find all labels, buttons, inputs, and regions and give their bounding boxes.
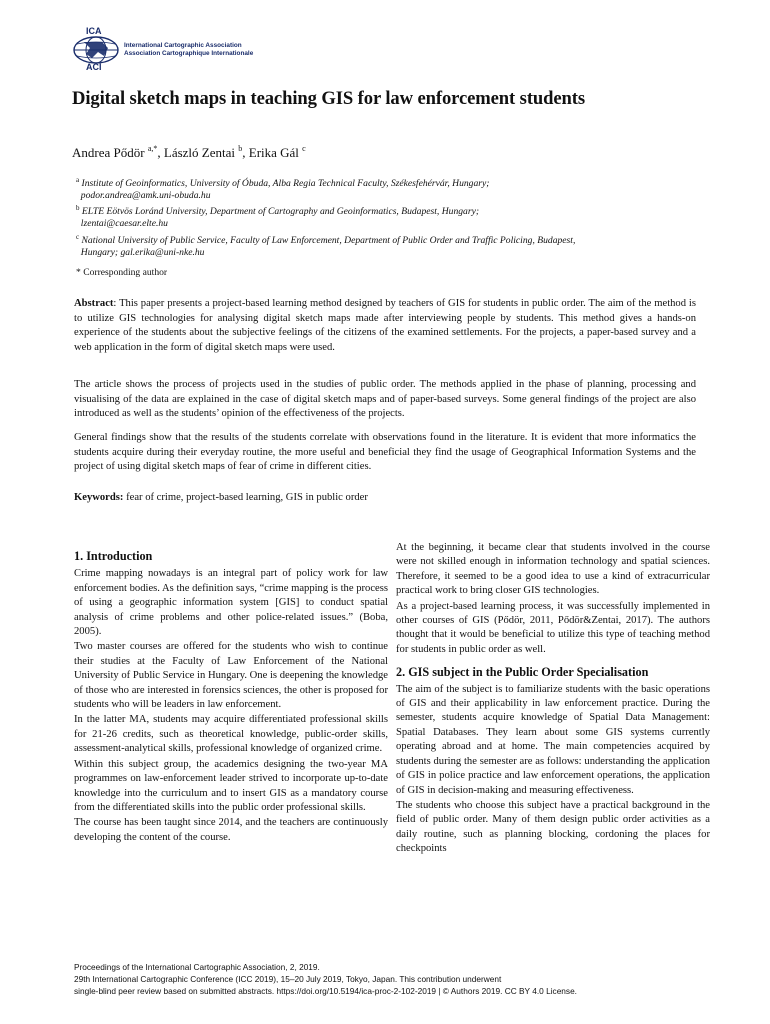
body-paragraph: The aim of the subject is to familiarize students with the basic operations of GIS and their applicability in law enforcement practice. During the semester, students acquire knowledge of Spatial Data Management: Spatial Databases. They learn about some GIS systems currently operating abroad and at home. The main competencies acquired by students during the semester are as follows: understanding the application of GIS in police practice and law enforcement operations, the application of GIS in decision-making and measuring effectiveness.	[396, 683, 710, 796]
footer-line: 29th International Cartographic Conference (ICC 2019), 15–20 July 2019, Tokyo, Japan. This contribution underwent	[74, 974, 502, 984]
section-heading: 2. GIS subject in the Public Order Specialisation	[396, 665, 649, 680]
ica-logo	[70, 28, 270, 72]
section-heading: 1. Introduction	[74, 549, 153, 563]
paper-title: Digital sketch maps in teaching GIS for law enforcement students	[72, 88, 586, 109]
body-paragraph: The students who choose this subject have a practical background in the field of public order. Many of them design public order activities as a daily routine, such as planning blocking, cordoning the places for checkpoints	[396, 799, 710, 855]
body-paragraph: Within this subject group, the academics designing the two-year MA programmes on law-enforcement leader strived to incorporate up-to-date knowledge into the curriculum and to insert GIS as a mandatory course from the differentiated skills into the public order professional skills.	[74, 758, 388, 813]
footer-line: single-blind peer review based on submitted abstracts. https://doi.org/10.5194/ica-proc-2-102-2019 | © Authors 2019. CC BY 4.0 License.	[74, 986, 577, 996]
abstract-paragraph	[74, 297, 696, 355]
author-superscript: b	[238, 144, 243, 153]
page-footer	[74, 961, 714, 997]
affiliation-email: Hungary; gal.erika@uni-nke.hu	[80, 247, 205, 259]
right-column	[396, 541, 710, 858]
keywords-label: Keywords:	[74, 492, 124, 503]
author-name: Erika Gál	[248, 145, 299, 160]
affiliation-text: National University of Public Service, Faculty of Law Enforcement, Department of Public Order and Traffic Policing, Budapest,	[81, 235, 576, 246]
corresponding-author-note: * Corresponding author	[76, 267, 168, 278]
author-list: Andrea Pődör $^{a,*}$, László Zentai $^b$, Erika Gál $^c$	[72, 144, 306, 160]
body-paragraph: The course has been taught since 2014, and the teachers are continuously developing the content of the course.	[74, 817, 388, 843]
affiliation	[76, 206, 696, 231]
body-paragraph: As a project-based learning process, it was successfully implemented in other courses of GIS (Pődör, 2011, Pődör&Zentai, 2017). The authors thought that it would be beneficial to utilize this type of teaching method for students in public order as well.	[396, 600, 710, 655]
author-superscript: c	[302, 144, 306, 153]
body-paragraph: Two master courses are offered for the students who wish to continue their studies at the Faculty of Law Enforcement of the National University of Public Service in Hungary. One is deepening the knowledge of those who are interested in forensics sciences, the other is proposed for students who will be leaders in law enforcement.	[74, 641, 388, 711]
logo-top-letters: ICA	[86, 26, 102, 36]
abstract-paragraph: The article shows the process of projects used in the studies of public order. The methods applied in the phase of planning, processing and visualising of the data are explained in the case of digital sketch maps and of paper-based surveys. Some general findings of the project are also introduced as well as the students’ opinion of the effectiveness of the projects.	[74, 379, 696, 419]
body-paragraph: Crime mapping nowadays is an integral part of policy work for law enforcement bodies. As the definition says, “crime mapping is the process of using a geographic information system [GIS] to conduct spatial analysis of crime problems and other police-related issues.” (Boba, 2005).	[74, 568, 388, 638]
affiliation	[76, 235, 696, 260]
body-paragraph: At the beginning, it became clear that students involved in the course were not skilled enough in information technology and spatial sciences. Therefore, it seemed to be a good idea to use a kind of extracurricular practical work to bring closer GIS technologies.	[396, 542, 710, 597]
affiliation-marker: b	[76, 204, 80, 212]
affiliation-marker: a	[76, 176, 80, 184]
affiliation-text: Institute of Geoinformatics, University of Óbuda, Alba Regia Technical Faculty, Székesfehérvár, Hungary;	[81, 178, 490, 189]
logo-name-fr: Association Cartographique Internationale	[124, 50, 254, 57]
author-name: László Zentai	[163, 145, 235, 160]
author-name: Andrea Pődör	[72, 145, 145, 160]
author-superscript: a,*	[147, 144, 158, 153]
left-column	[74, 549, 388, 846]
keywords	[74, 491, 696, 506]
affiliation-email: lzentai@caesar.elte.hu	[80, 218, 168, 230]
keywords-text: fear of crime, project-based learning, GIS in public order	[123, 492, 368, 503]
affiliation-marker: c	[76, 233, 80, 241]
affiliation-text: ELTE Eötvös Loránd University, Department of Cartography and Geoinformatics, Budapest, Hungary;	[81, 206, 480, 217]
abstract-label: Abstract	[74, 298, 114, 309]
logo-name-en: International Cartographic Association	[124, 42, 242, 49]
body-paragraph: In the latter MA, students may acquire differentiated professional skills for 21-26 credits, such as theoretical knowledge, public-order skills, assessment-analytical skills, professional knowledge of organized crime.	[74, 714, 388, 755]
abstract-paragraph: General findings show that the results of the students correlate with observations found in the literature. It is evident that more informatics the students acquire during their everyday routine, the more useful and beneficial they find the usage of Geographical Information Systems and the project of using digital sketch maps of fear of crime in different cities.	[74, 432, 696, 472]
footer-line: Proceedings of the International Cartographic Association, 2, 2019.	[74, 962, 320, 972]
affiliation-email: podor.andrea@amk.uni-obuda.hu	[80, 190, 211, 202]
abstract-text: : This paper presents a project-based learning method designed by teachers of GIS for students in public order. The aim of the method is to utilize GIS technologies for analysing digital sketch maps made after interviewing people by students. This method gives a hands-on experience of the students about the subjective feelings of the citizens of the examined settlements. For the projects, a paper-based survey and a web application in the form of digital sketch maps were used.	[74, 298, 696, 353]
affiliation	[76, 178, 696, 203]
logo-bottom-letters: ACI	[86, 62, 102, 72]
